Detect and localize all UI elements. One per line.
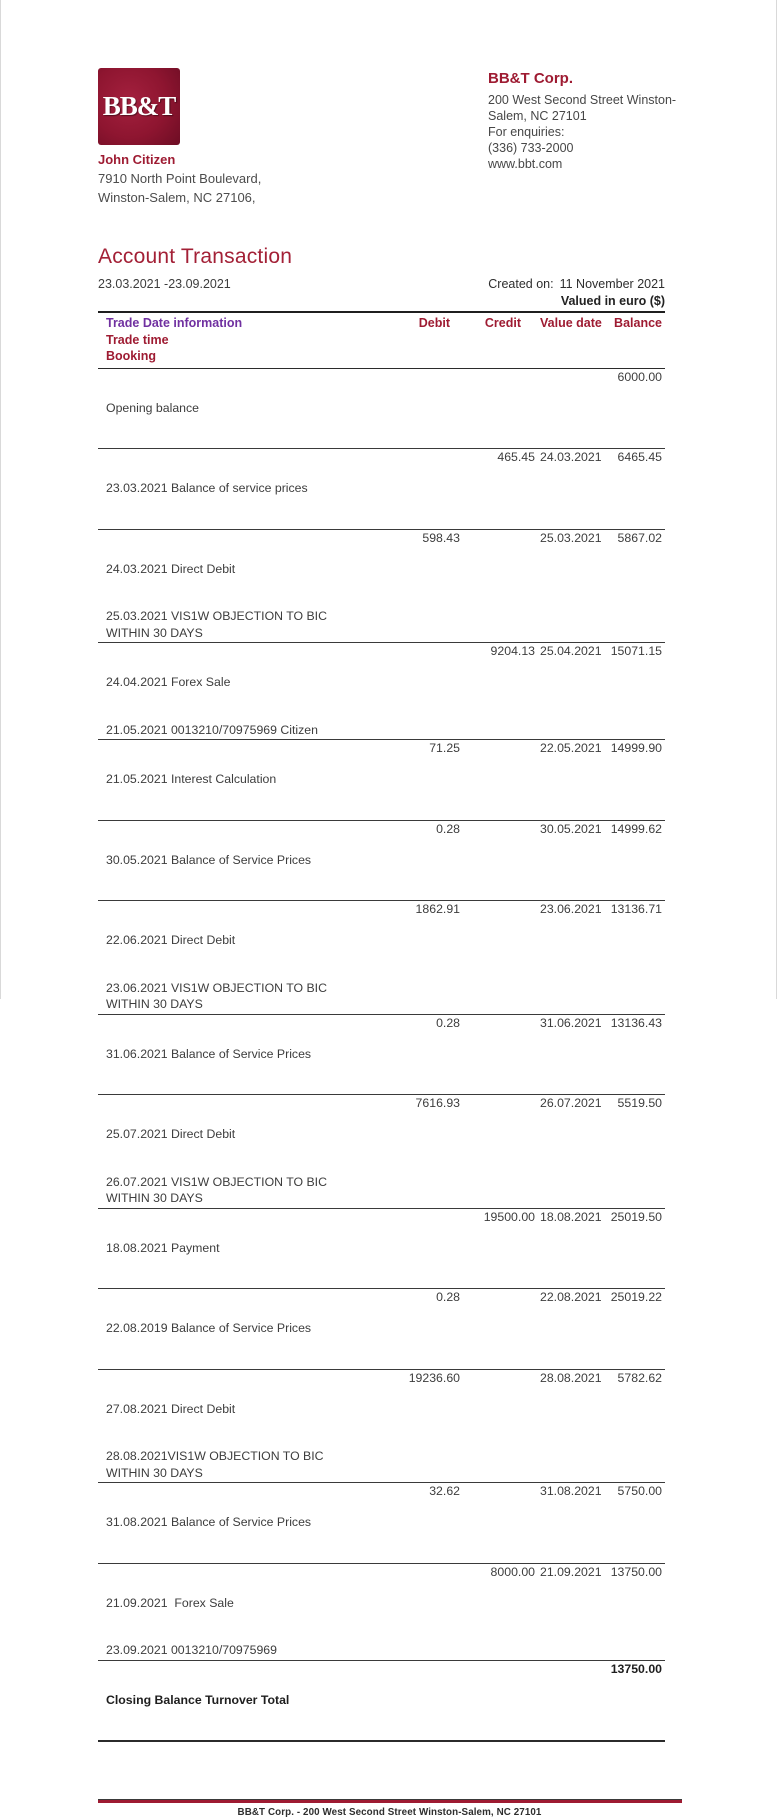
cell-debit: 1862.91 [415, 902, 460, 916]
table-row-detail-line: WITHIN 30 DAYS [106, 1191, 203, 1205]
cell-value-date: 31.08.2021 [540, 1484, 602, 1498]
cell-balance: 5750.00 [617, 1484, 662, 1498]
column-header-trade-time: Trade time [106, 332, 169, 347]
customer-block [98, 68, 488, 205]
customer-address-line1: 7910 North Point Boulevard, [98, 171, 262, 186]
cell-description [98, 1290, 383, 1368]
cell-balance: 25019.22 [610, 1290, 662, 1304]
transactions-table [98, 311, 665, 1742]
cell-value-date: 31.06.2021 [540, 1015, 602, 1030]
cell-balance: 6465.45 [617, 450, 662, 464]
cell-value-date: 24.03.2021 [540, 450, 602, 464]
table-row [98, 1483, 665, 1564]
cell-description [98, 1662, 383, 1740]
column-header-credit: Credit [484, 316, 521, 330]
transaction-description: 27.08.2021 Direct Debit [106, 1401, 236, 1416]
transaction-description: 30.05.2021 Balance of Service Prices [106, 852, 312, 867]
cell-description [98, 1565, 383, 1659]
cell-debit: 32.62 [429, 1484, 460, 1498]
table-row [98, 1370, 665, 1484]
table-row [98, 1015, 665, 1096]
cell-description [98, 822, 383, 900]
cell-description [98, 741, 383, 819]
table-row-detail-line: 23.06.2021 VIS1W OBJECTION TO BIC [106, 980, 327, 995]
cell-value-date: 25.03.2021 [540, 530, 602, 545]
table-header [98, 313, 665, 369]
bank-address-line2: Salem, NC 27101 [488, 109, 587, 123]
cell-credit: 8000.00 [490, 1564, 535, 1579]
cell-balance: 6000.00 [617, 369, 662, 384]
cell-debit: 19236.60 [408, 1370, 460, 1385]
transaction-description: 24.04.2021 Forex Sale [106, 675, 231, 689]
cell-value-date: 22.08.2021 [540, 1290, 602, 1304]
table-row [98, 1661, 665, 1743]
table-row [98, 740, 665, 821]
cell-balance: 14999.90 [610, 741, 662, 755]
table-row [98, 1289, 665, 1370]
table-row-detail-line: 25.03.2021 VIS1W OBJECTION TO BIC [106, 609, 327, 623]
cell-value-date: 26.07.2021 [540, 1096, 602, 1110]
cell-description [98, 1484, 383, 1562]
column-header-booking: Booking [106, 349, 156, 363]
bbt-logo-text: BB&T [102, 91, 176, 121]
table-row-detail-line: 21.05.2021 0013210/70975969 Citizen [106, 722, 318, 737]
cell-balance: 5519.50 [617, 1096, 662, 1110]
bank-address-line1: 200 West Second Street Winston- [488, 93, 677, 107]
cell-debit: 7616.93 [415, 1096, 460, 1110]
transaction-description: Opening balance [106, 400, 199, 415]
cell-value-date: 21.09.2021 [540, 1564, 602, 1579]
created-on [488, 277, 665, 291]
cell-description [98, 1210, 383, 1288]
cell-debit: 71.25 [429, 741, 460, 755]
transaction-description: Closing Balance Turnover Total [106, 1692, 290, 1707]
transaction-description: 23.03.2021 Balance of service prices [106, 481, 308, 495]
cell-description [98, 644, 383, 738]
cell-balance: 15071.15 [610, 644, 662, 658]
statement-footer [98, 1799, 681, 1818]
cell-balance: 13750.00 [610, 1661, 662, 1676]
cell-description [98, 1016, 383, 1094]
table-row [98, 1095, 665, 1209]
created-on-label: Created on: [488, 277, 554, 291]
cell-description [98, 1371, 383, 1482]
footer-text: BB&T Corp. - 200 West Second Street Winston-Salem, NC 27101 [237, 1806, 542, 1818]
cell-description [98, 1096, 383, 1207]
bank-phone: (336) 733-2000 [488, 141, 574, 155]
statement-meta-row [98, 277, 665, 291]
bbt-logo [98, 68, 180, 145]
cell-balance: 13136.43 [610, 1015, 662, 1030]
table-row-detail-line: WITHIN 30 DAYS [106, 625, 203, 640]
transaction-description: 25.07.2021 Direct Debit [106, 1127, 236, 1141]
cell-balance: 25019.50 [610, 1209, 662, 1224]
table-row-detail-line: WITHIN 30 DAYS [106, 1465, 203, 1480]
transaction-description: 22.08.2019 Balance of Service Prices [106, 1321, 312, 1335]
table-row [98, 1564, 665, 1661]
table-row-detail-line: 28.08.2021VIS1W OBJECTION TO BIC [106, 1449, 324, 1463]
transaction-description: 21.09.2021 Forex Sale [106, 1595, 234, 1610]
cell-balance: 5782.62 [617, 1370, 662, 1385]
transaction-description: 31.08.2021 Balance of Service Prices [106, 1515, 312, 1529]
cell-value-date: 25.04.2021 [540, 644, 602, 658]
cell-debit: 598.43 [422, 530, 460, 545]
cell-balance: 14999.62 [610, 821, 662, 836]
bank-enquiries-label: For enquiries: [488, 125, 565, 139]
cell-description [98, 370, 383, 448]
column-header-balance: Balance [614, 316, 662, 330]
column-header-value-date: Value date [540, 316, 602, 330]
cell-credit: 9204.13 [490, 644, 535, 658]
statement-date-range: 23.03.2021 -23.09.2021 [98, 277, 231, 291]
cell-debit: 0.28 [436, 1290, 460, 1304]
table-row-detail-line: WITHIN 30 DAYS [106, 997, 203, 1011]
transaction-description: 24.03.2021 Direct Debit [106, 561, 236, 576]
column-header-trade-date-information: Trade Date information [106, 316, 243, 330]
cell-value-date: 18.08.2021 [540, 1209, 602, 1224]
cell-description [98, 902, 383, 1013]
table-row [98, 901, 665, 1015]
table-row [98, 530, 665, 644]
page-title: Account Transaction [98, 245, 293, 268]
transaction-description: 22.06.2021 Direct Debit [106, 933, 236, 947]
table-body [98, 369, 665, 1743]
cell-description [98, 450, 383, 528]
amount-column-headers [98, 315, 665, 332]
table-row [98, 821, 665, 902]
transaction-description: 31.06.2021 Balance of Service Prices [106, 1046, 312, 1061]
valuation-note: Valued in euro ($) [560, 294, 665, 308]
table-row [98, 1209, 665, 1290]
bank-name: BB&T Corp. [488, 70, 573, 87]
cell-value-date: 30.05.2021 [540, 821, 602, 836]
bank-contact-block [488, 68, 681, 205]
cell-value-date: 28.08.2021 [540, 1370, 602, 1385]
footer-divider [98, 1799, 682, 1803]
cell-debit: 0.28 [436, 1015, 460, 1030]
cell-balance: 13136.71 [610, 902, 662, 916]
statement-header [98, 0, 681, 205]
customer-name: John Citizen [98, 152, 176, 167]
table-row [98, 369, 665, 450]
customer-address-line2: Winston-Salem, NC 27106, [98, 190, 256, 205]
bank-website: www.bbt.com [488, 157, 563, 171]
cell-value-date: 23.06.2021 [540, 902, 602, 916]
cell-balance: 13750.00 [610, 1564, 662, 1579]
cell-description [98, 531, 383, 642]
table-row-detail-line: 23.09.2021 0013210/70975969 [106, 1643, 277, 1657]
cell-debit: 0.28 [436, 821, 460, 836]
cell-credit: 19500.00 [483, 1209, 535, 1224]
table-row [98, 643, 665, 740]
created-on-value: 11 November 2021 [559, 277, 665, 291]
table-row-detail-line: 26.07.2021 VIS1W OBJECTION TO BIC [106, 1174, 327, 1189]
transaction-description: 18.08.2021 Payment [106, 1240, 220, 1255]
transaction-description: 21.05.2021 Interest Calculation [106, 772, 277, 786]
cell-value-date: 22.05.2021 [540, 741, 602, 755]
cell-credit: 465.45 [497, 450, 535, 464]
cell-balance: 5867.02 [617, 530, 662, 545]
table-row [98, 449, 665, 530]
column-header-debit: Debit [418, 316, 450, 330]
